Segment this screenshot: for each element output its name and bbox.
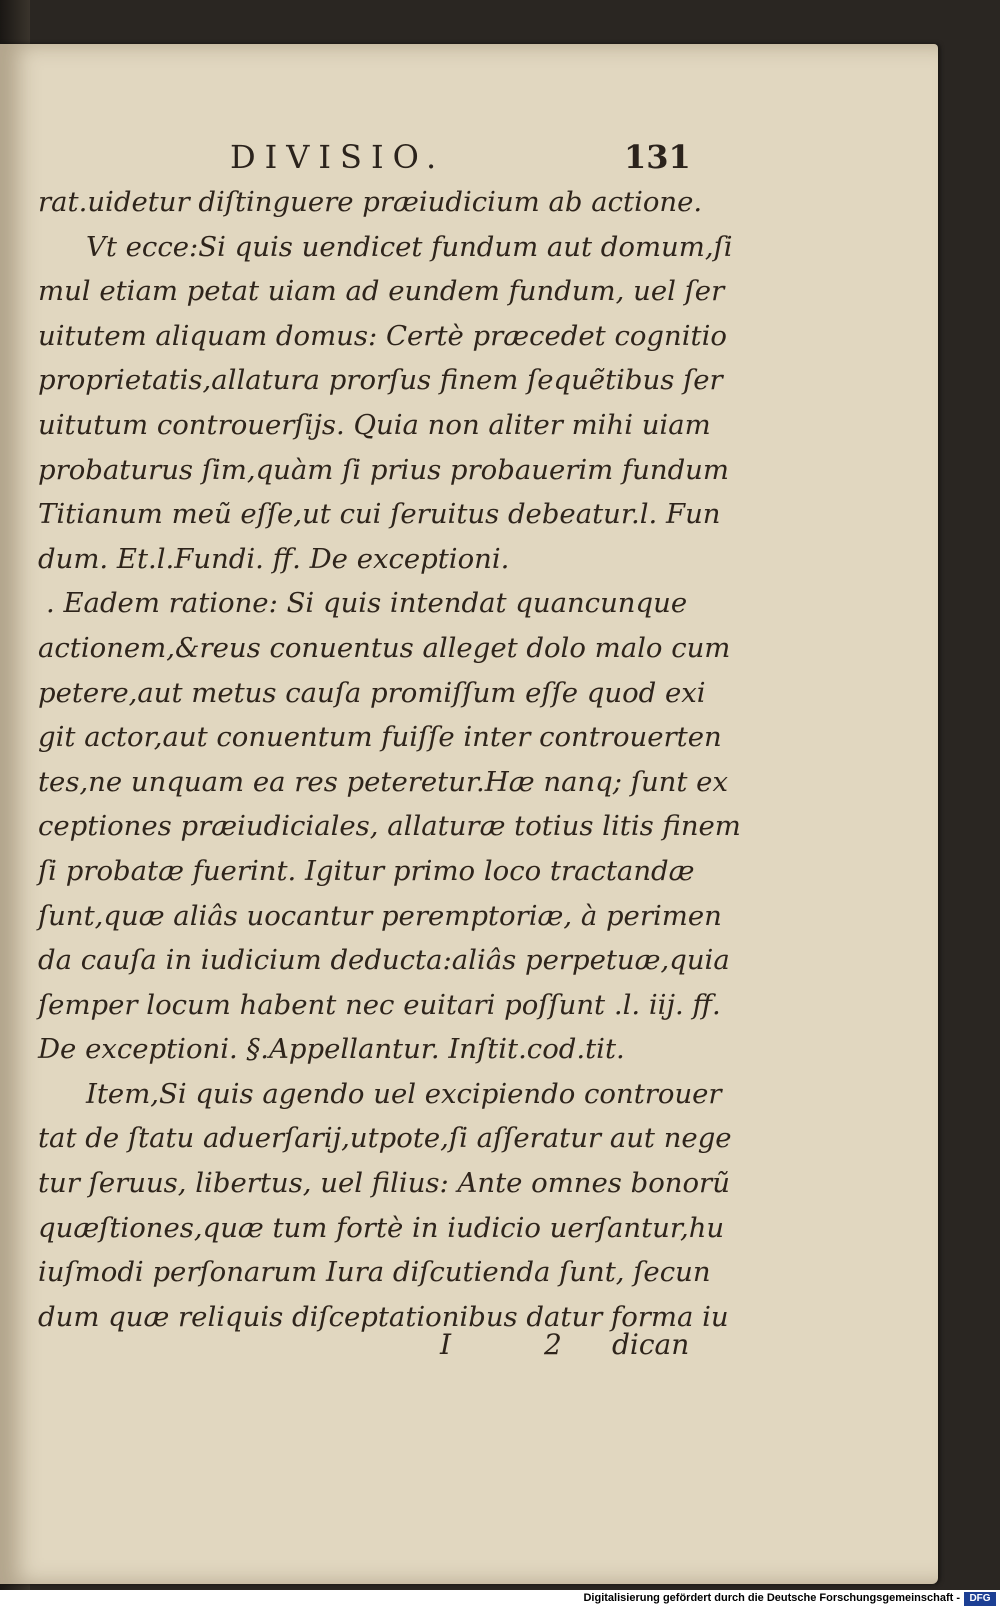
text-line: quæſtiones,quæ tum fortè in iudicio uerſantur,hu (38, 1211, 725, 1244)
catchword: dican (612, 1328, 690, 1361)
text-line: ſunt,quæ aliâs uocantur peremptoriæ, à perimen (38, 899, 722, 932)
text-line: uitutum controuerſijs. Quia non aliter mihi uiam (38, 408, 711, 441)
text-line: tat de ſtatu aduerſarij,utpote,ſi aſſeratur aut nege (38, 1122, 732, 1155)
text-line: actionem,&reus conuentus alleget dolo malo cum (38, 631, 731, 664)
text-line: dum quæ reliquis diſceptationibus datur forma iu (38, 1300, 729, 1333)
text-line: uitutem aliquam domus: Certè præcedet cognitio (38, 319, 727, 352)
text-line: dum. Et.l.Fundi. ff. De exceptioni. (38, 542, 510, 575)
text-line: git actor,aut conuentum fuiſſe inter controuerten (38, 721, 722, 754)
text-line: tes,ne unquam ea res peteretur.Hæ nanq; ſunt ex (38, 765, 728, 798)
dfg-logo: DFG (964, 1592, 996, 1606)
text-line: da cauſa in iudicium deducta:aliâs perpetuæ,quia (38, 944, 730, 977)
text-line: De exceptioni. §.Appellantur. Inſtit.cod.tit. (38, 1033, 625, 1066)
text-line: . Eadem ratione: Si quis intendat quancunque (46, 587, 688, 620)
text-line: proprietatis,allatura prorſus finem ſequẽtibus ſer (38, 364, 723, 397)
signature-mark: I 2 (440, 1328, 604, 1361)
text-line: Vt ecce:Si quis uendicet fundum aut domum,ſi (86, 230, 733, 263)
attribution-bar (0, 1590, 1000, 1610)
text-line: tur ſeruus, libertus, uel filius: Ante omnes bonorũ (38, 1167, 730, 1200)
page-number: 131 (624, 138, 691, 176)
text-line: mul etiam petat uiam ad eundem fundum, uel ſer (38, 275, 725, 308)
funding-credit: Digitalisierung gefördert durch die Deutsche Forschungsgemeinschaft - (583, 1592, 960, 1604)
page-foot (0, 1328, 938, 1368)
running-head (0, 138, 938, 178)
text-line: probaturus ſim,quàm ſi prius probauerim fundum (38, 453, 729, 486)
text-line: petere,aut metus cauſa promiſſum eſſe quod exi (38, 676, 706, 709)
text-line: iuſmodi perſonarum Iura diſcutienda ſunt, ſecun (38, 1256, 711, 1289)
text-line: Item,Si quis agendo uel excipiendo controuer (86, 1077, 722, 1110)
body-text (38, 180, 741, 1339)
text-line: ceptiones præiudiciales, allaturæ totius litis finem (38, 810, 741, 843)
text-line: Titianum meũ eſſe,ut cui ſeruitus debeatur.l. Fun (38, 498, 721, 531)
text-line: ſemper locum habent nec euitari poſſunt .l. iij. ff. (38, 988, 721, 1021)
text-line: rat.uidetur diſtinguere præiudicium ab actione. (38, 186, 703, 218)
text-line: ſi probatæ fuerint. Igitur primo loco tractandæ (38, 854, 695, 887)
running-title: DIVISIO. (230, 138, 446, 176)
